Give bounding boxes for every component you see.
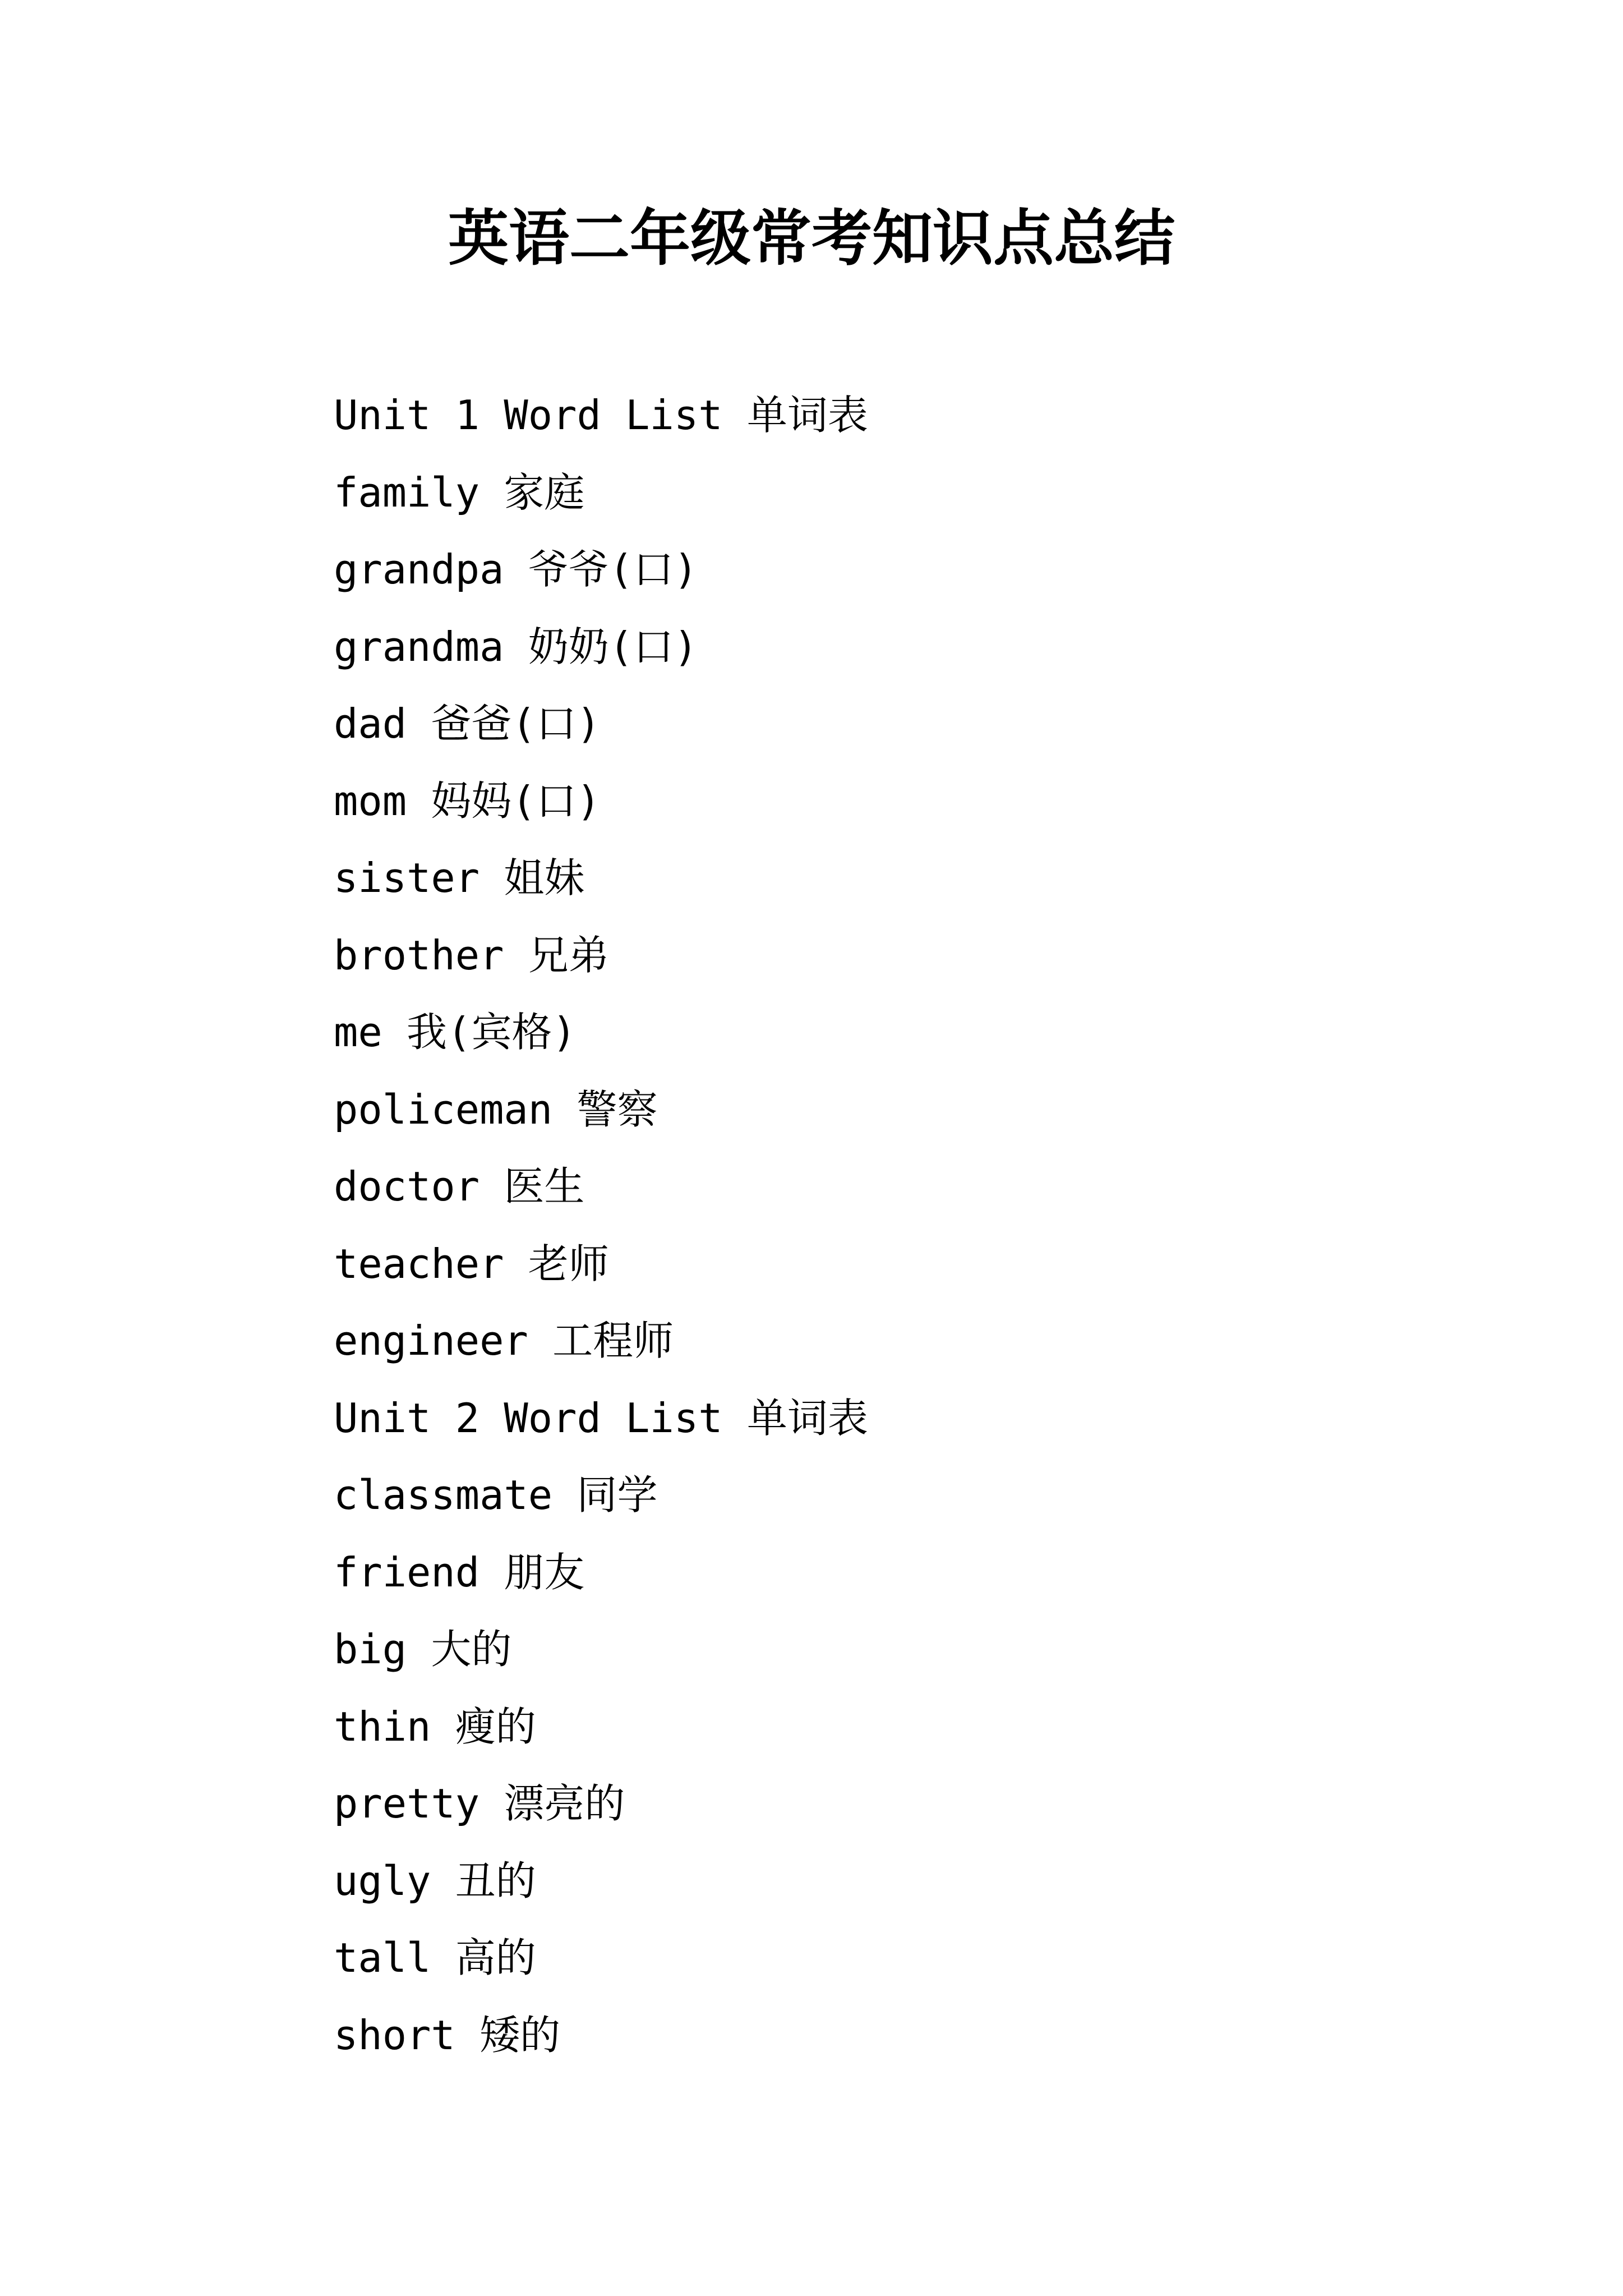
word-entry: pretty 漂亮的 <box>334 1780 625 1827</box>
word-entry: dad 爸爸(口) <box>334 700 601 747</box>
word-entry: mom 妈妈(口) <box>334 777 601 825</box>
word-entry: family 家庭 <box>334 468 585 516</box>
word-entry: grandma 奶奶(口) <box>334 623 698 670</box>
word-entry: short 矮的 <box>334 2011 561 2059</box>
document-title: 英语二年级常考知识点总结 <box>448 203 1175 274</box>
unit-heading: Unit 2 Word List 单词表 <box>334 1394 868 1442</box>
word-entry: grandpa 爷爷(口) <box>334 546 698 593</box>
word-entry: tall 高的 <box>334 1934 536 1981</box>
word-entry: sister 姐妹 <box>334 854 585 901</box>
word-entry: big 大的 <box>334 1626 512 1673</box>
word-entry: friend 朋友 <box>334 1548 585 1596</box>
unit-heading: Unit 1 Word List 单词表 <box>334 392 868 439</box>
word-entry: engineer 工程师 <box>334 1317 674 1364</box>
word-entry: thin 瘦的 <box>334 1703 536 1750</box>
word-entry: brother 兄弟 <box>334 931 609 979</box>
word-entry: ugly 丑的 <box>334 1857 536 1904</box>
word-entry: classmate 同学 <box>334 1471 658 1519</box>
word-entry: policeman 警察 <box>334 1085 658 1133</box>
word-entry: teacher 老师 <box>334 1240 609 1287</box>
word-entry: me 我(宾格) <box>334 1009 577 1056</box>
word-entry: doctor 医生 <box>334 1163 585 1210</box>
word-list <box>334 377 868 2074</box>
